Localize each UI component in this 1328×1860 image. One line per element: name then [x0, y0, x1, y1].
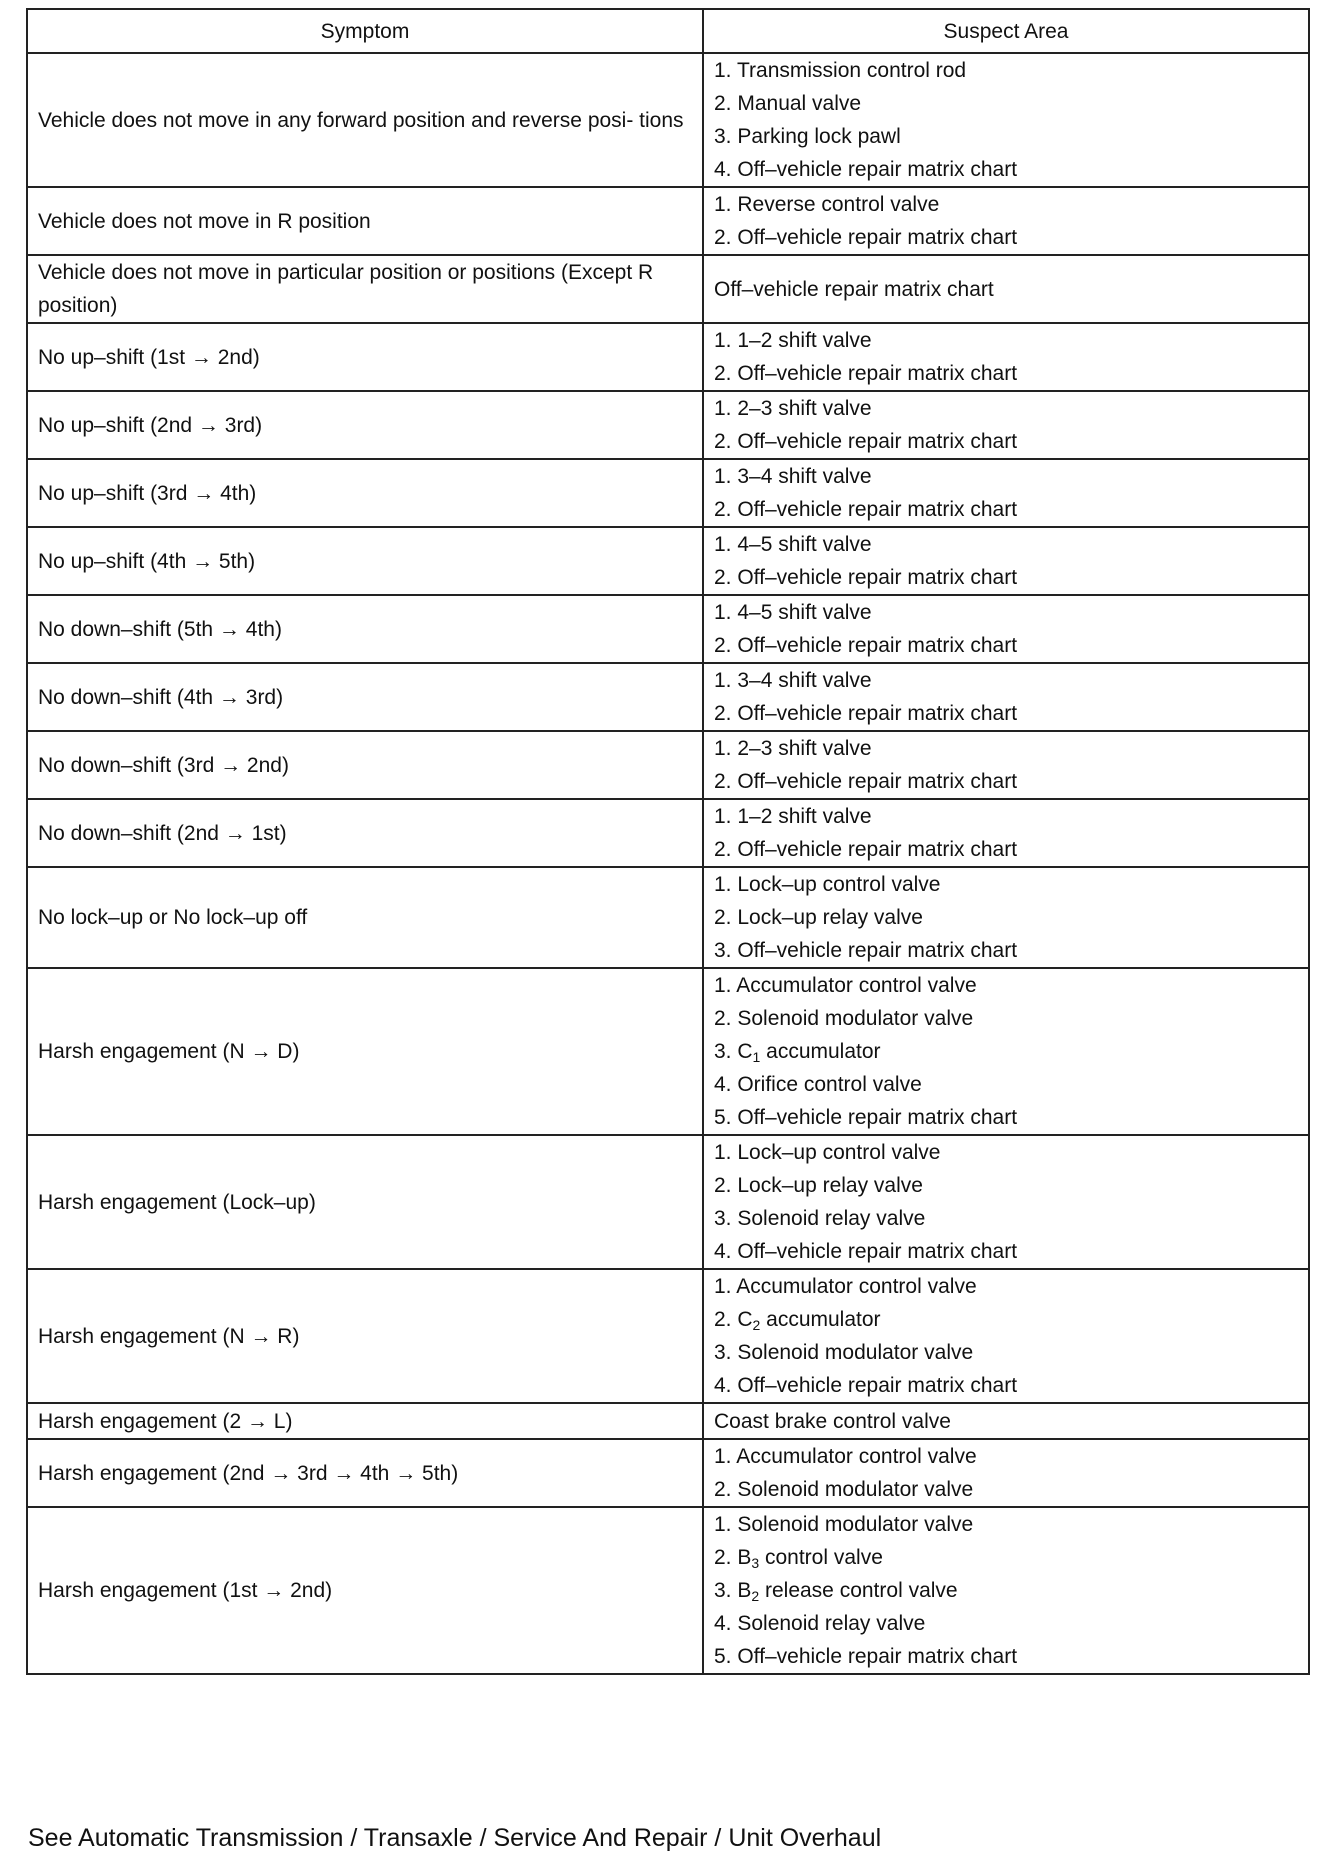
- table-row: [27, 595, 1309, 663]
- table-row: [27, 1269, 1309, 1403]
- suspect-area-cell: [703, 799, 1309, 867]
- suspect-area-item: 2. Off–vehicle repair matrix chart: [714, 430, 1018, 453]
- table-body: [27, 53, 1309, 1674]
- table-row: [27, 1439, 1309, 1507]
- suspect-area-cell: [703, 867, 1309, 968]
- suspect-area-cell: [703, 255, 1309, 323]
- suspect-area-item: 2. $C_2$ accumulator: [714, 1308, 881, 1333]
- suspect-area-item: 3. Parking lock pawl: [714, 125, 901, 148]
- suspect-area-item: 2. Lock–up relay valve: [714, 906, 923, 929]
- suspect-area-item: 1. Lock–up control valve: [714, 1141, 941, 1164]
- suspect-area-cell: [703, 527, 1309, 595]
- symptom-table: [26, 8, 1310, 1675]
- symptom-cell: [27, 527, 703, 595]
- suspect-area-cell: [703, 1439, 1309, 1507]
- symptom-cell: [27, 731, 703, 799]
- suspect-area-cell: [703, 187, 1309, 255]
- symptom-text: Harsh engagement (2 → L): [38, 1409, 293, 1433]
- symptom-text: No up–shift (2nd → 3rd): [38, 413, 263, 437]
- symptom-text: Harsh engagement (1st → 2nd): [38, 1579, 333, 1602]
- suspect-area-item: 1. Reverse control valve: [714, 193, 940, 216]
- table-row: [27, 323, 1309, 391]
- suspect-area-cell: [703, 1135, 1309, 1269]
- table-row: [27, 187, 1309, 255]
- symptom-cell: [27, 1403, 703, 1439]
- footer-reference: See Automatic Transmission / Transaxle / Service And Repair / Unit Overhaul: [28, 1824, 882, 1852]
- symptom-text: Harsh engagement (N → D): [38, 1040, 300, 1063]
- symptom-text: Vehicle does not move in R position: [38, 209, 371, 233]
- table-row: [27, 53, 1309, 187]
- suspect-area-item: 2. Off–vehicle repair matrix chart: [714, 498, 1018, 521]
- symptom-text: Harsh engagement (2nd → 3rd → 4th → 5th): [38, 1461, 459, 1485]
- symptom-cell: [27, 595, 703, 663]
- suspect-area-item: 2. Solenoid modulator valve: [714, 1478, 974, 1501]
- suspect-area-item: 2. Off–vehicle repair matrix chart: [714, 770, 1018, 793]
- suspect-area-cell: [703, 53, 1309, 187]
- symptom-cell: [27, 968, 703, 1135]
- symptom-column-header: Symptom: [27, 9, 703, 53]
- suspect-area-item: 1. Solenoid modulator valve: [714, 1513, 974, 1536]
- symptom-text: No down–shift (4th → 3rd): [38, 685, 284, 709]
- suspect-area-item: 2. Manual valve: [714, 92, 862, 115]
- suspect-area-item: 5. Off–vehicle repair matrix chart: [714, 1106, 1018, 1129]
- suspect-area-item: 1. 1–2 shift valve: [714, 805, 872, 828]
- suspect-area-item: 3. Off–vehicle repair matrix chart: [714, 939, 1018, 962]
- suspect-area-item: 2. Off–vehicle repair matrix chart: [714, 362, 1018, 385]
- table-row: [27, 391, 1309, 459]
- suspect-area-item: 2. Solenoid modulator valve: [714, 1007, 974, 1030]
- table-row: [27, 527, 1309, 595]
- table-row: [27, 663, 1309, 731]
- symptom-cell: [27, 323, 703, 391]
- suspect-area-cell: [703, 968, 1309, 1135]
- symptom-text: No up–shift (4th → 5th): [38, 549, 256, 573]
- symptom-cell: [27, 1135, 703, 1269]
- suspect-area-item: 1. 1–2 shift valve: [714, 329, 872, 352]
- symptom-text: No up–shift (3rd → 4th): [38, 481, 257, 505]
- symptom-cell: [27, 1439, 703, 1507]
- symptom-text: Harsh engagement (N → R): [38, 1324, 300, 1348]
- table-row: [27, 968, 1309, 1135]
- suspect-area-item: 2. Off–vehicle repair matrix chart: [714, 838, 1018, 861]
- suspect-area-cell: [703, 663, 1309, 731]
- table-row: [27, 1507, 1309, 1674]
- symptom-cell: [27, 459, 703, 527]
- table-row: [27, 867, 1309, 968]
- suspect-area-item: 1. Transmission control rod: [714, 59, 967, 82]
- suspect-area-cell: [703, 391, 1309, 459]
- suspect-area-item: 1. 3–4 shift valve: [714, 465, 872, 488]
- suspect-area-item: 1. 3–4 shift valve: [714, 669, 872, 692]
- symptom-text: No up–shift (1st → 2nd): [38, 345, 260, 369]
- suspect-area-item: 2. Off–vehicle repair matrix chart: [714, 226, 1018, 249]
- symptom-cell: [27, 187, 703, 255]
- suspect-area-item: 2. Off–vehicle repair matrix chart: [714, 566, 1018, 589]
- suspect-area-cell: [703, 323, 1309, 391]
- symptom-text: No lock–up or No lock–up off: [38, 906, 308, 929]
- suspect-area-item: 5. Off–vehicle repair matrix chart: [714, 1645, 1018, 1668]
- table-row: [27, 731, 1309, 799]
- symptom-cell: [27, 867, 703, 968]
- suspect-area-item: 3. $B_2$ release control valve: [714, 1579, 958, 1604]
- symptom-text: No down–shift (2nd → 1st): [38, 821, 287, 845]
- suspect-area-item: Coast brake control valve: [714, 1409, 951, 1433]
- suspect-area-column-header: Suspect Area: [703, 9, 1309, 53]
- symptom-cell: [27, 391, 703, 459]
- symptom-cell: [27, 255, 703, 323]
- table-row: [27, 459, 1309, 527]
- suspect-area-cell: [703, 1403, 1309, 1439]
- suspect-area-item: 1. Accumulator control valve: [714, 974, 977, 997]
- symptom-text: Vehicle does not move in particular position or positions (Except R position): [38, 261, 654, 317]
- suspect-area-cell: [703, 459, 1309, 527]
- suspect-area-item: 4. Off–vehicle repair matrix chart: [714, 158, 1018, 181]
- symptom-text: Harsh engagement (Lock–up): [38, 1190, 316, 1214]
- suspect-area-item: 4. Orifice control valve: [714, 1073, 922, 1096]
- table-row: [27, 1403, 1309, 1439]
- table-header-row: [27, 9, 1309, 53]
- symptom-text: Vehicle does not move in any forward position and reverse posi- tions: [38, 108, 684, 132]
- symptom-cell: [27, 1507, 703, 1674]
- symptom-cell: [27, 1269, 703, 1403]
- table-row: [27, 799, 1309, 867]
- suspect-area-item: Off–vehicle repair matrix chart: [714, 277, 994, 301]
- suspect-area-item: 4. Off–vehicle repair matrix chart: [714, 1240, 1018, 1263]
- suspect-area-item: 4. Solenoid relay valve: [714, 1612, 926, 1635]
- suspect-area-item: 2. Off–vehicle repair matrix chart: [714, 702, 1018, 725]
- suspect-area-cell: [703, 1269, 1309, 1403]
- suspect-area-item: 3. Solenoid modulator valve: [714, 1341, 974, 1364]
- symptom-cell: [27, 663, 703, 731]
- symptom-text: No down–shift (5th → 4th): [38, 617, 282, 641]
- suspect-area-item: 1. 4–5 shift valve: [714, 601, 872, 624]
- suspect-area-item: 1. Accumulator control valve: [714, 1445, 977, 1468]
- suspect-area-item: 2. Lock–up relay valve: [714, 1174, 923, 1197]
- suspect-area-item: 2. $B_3$ control valve: [714, 1546, 883, 1571]
- suspect-area-cell: [703, 1507, 1309, 1674]
- suspect-area-item: 1. 2–3 shift valve: [714, 397, 872, 420]
- symptom-cell: [27, 799, 703, 867]
- suspect-area-item: 1. 2–3 shift valve: [714, 737, 872, 760]
- suspect-area-item: 1. 4–5 shift valve: [714, 533, 872, 556]
- table-row: [27, 255, 1309, 323]
- suspect-area-item: 1. Lock–up control valve: [714, 873, 941, 896]
- suspect-area-item: 1. Accumulator control valve: [714, 1275, 977, 1298]
- suspect-area-cell: [703, 595, 1309, 663]
- suspect-area-item: 3. $C_1$ accumulator: [714, 1040, 881, 1065]
- symptom-text: No down–shift (3rd → 2nd): [38, 753, 289, 777]
- suspect-area-item: 2. Off–vehicle repair matrix chart: [714, 634, 1018, 657]
- suspect-area-item: 4. Off–vehicle repair matrix chart: [714, 1374, 1018, 1397]
- symptom-cell: [27, 53, 703, 187]
- suspect-area-item: 3. Solenoid relay valve: [714, 1207, 926, 1230]
- suspect-area-cell: [703, 731, 1309, 799]
- table-row: [27, 1135, 1309, 1269]
